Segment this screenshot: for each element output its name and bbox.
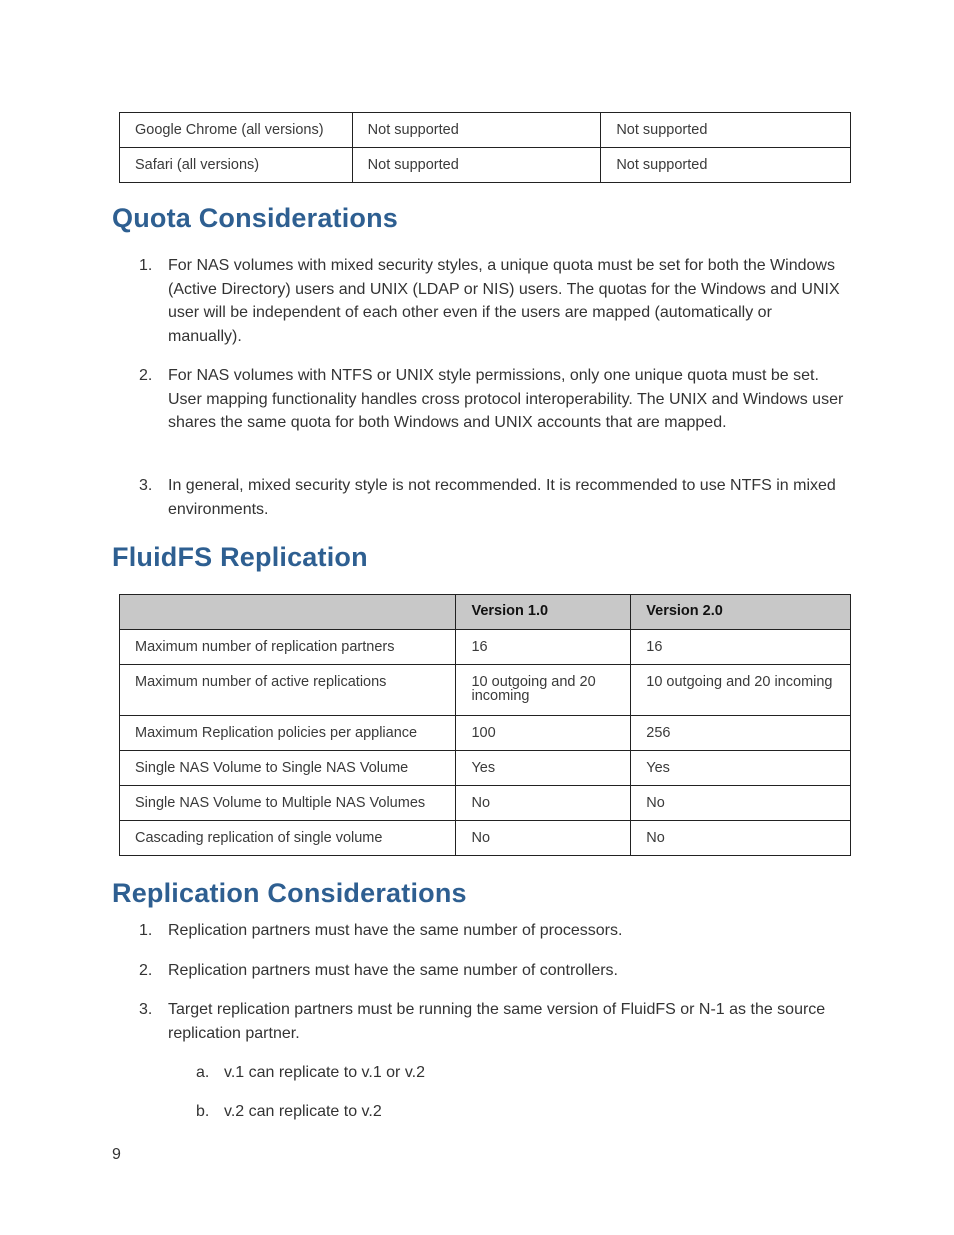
list-number: 3. bbox=[139, 1001, 153, 1018]
table-row bbox=[120, 716, 851, 751]
table-cell: Yes bbox=[456, 751, 631, 786]
table-cell: 16 bbox=[631, 630, 851, 665]
list-number: a. bbox=[196, 1064, 210, 1081]
table-cell: Maximum Replication policies per appliance bbox=[120, 716, 456, 751]
table-cell: 256 bbox=[631, 716, 851, 751]
list-text: Replication partners must have the same number of controllers. bbox=[168, 962, 618, 979]
list-text: For NAS volumes with NTFS or UNIX style permissions, only one unique quota must be set. User mapping functionality handles cross protocol interoperability. The UNIX and Windows user shares the same quota for both Windows and UNIX accounts that are mapped. bbox=[168, 367, 844, 431]
browser-support-table bbox=[119, 112, 851, 183]
fluidfs-heading: FluidFS Replication bbox=[112, 542, 368, 572]
table-cell: Not supported bbox=[352, 113, 601, 148]
list-number: 1. bbox=[139, 257, 153, 274]
table-row bbox=[120, 630, 851, 665]
replication-heading: Replication Considerations bbox=[112, 878, 467, 908]
list-text: Target replication partners must be running the same version of FluidFS or N-1 as the source replication partner. bbox=[168, 1001, 826, 1042]
fluidfs-replication-table bbox=[119, 594, 851, 856]
table-cell: No bbox=[631, 821, 851, 856]
list-text: v.2 can replicate to v.2 bbox=[224, 1103, 382, 1120]
table-cell: Safari (all versions) bbox=[120, 148, 353, 183]
table-header-cell: Version 1.0 bbox=[456, 595, 631, 630]
list-text: For NAS volumes with mixed security styles, a unique quota must be set for both the Windows (Active Directory) users and UNIX (LDAP or NIS) users. The quotas for the Windows and UNIX user will be independent of each other even if the users are mapped (automatically or manually). bbox=[168, 257, 840, 345]
table-header-row bbox=[120, 595, 851, 630]
table-header-cell bbox=[120, 595, 456, 630]
table-cell: 10 outgoing and 20 incoming bbox=[456, 665, 631, 716]
list-text: Replication partners must have the same number of processors. bbox=[168, 922, 623, 939]
list-text: v.1 can replicate to v.1 or v.2 bbox=[224, 1064, 425, 1081]
table-cell: Single NAS Volume to Multiple NAS Volumes bbox=[120, 786, 456, 821]
list-number: 2. bbox=[139, 367, 153, 384]
table-row bbox=[120, 148, 851, 183]
table-row bbox=[120, 665, 851, 716]
table-cell: No bbox=[456, 786, 631, 821]
list-number: 3. bbox=[139, 477, 153, 494]
table-cell: Cascading replication of single volume bbox=[120, 821, 456, 856]
table-cell: Maximum number of replication partners bbox=[120, 630, 456, 665]
list-number: 1. bbox=[139, 922, 153, 939]
table-cell: 16 bbox=[456, 630, 631, 665]
page-number: 9 bbox=[112, 1146, 121, 1163]
list-number: b. bbox=[196, 1103, 210, 1120]
table-cell: Not supported bbox=[601, 113, 851, 148]
table-cell: Not supported bbox=[601, 148, 851, 183]
table-row bbox=[120, 821, 851, 856]
table-cell: 100 bbox=[456, 716, 631, 751]
table-cell: No bbox=[456, 821, 631, 856]
table-cell: Google Chrome (all versions) bbox=[120, 113, 353, 148]
table-row bbox=[120, 751, 851, 786]
list-text: In general, mixed security style is not recommended. It is recommended to use NTFS in mixed environments. bbox=[168, 477, 836, 518]
table-cell: No bbox=[631, 786, 851, 821]
table-cell: Not supported bbox=[352, 148, 601, 183]
table-cell: 10 outgoing and 20 incoming bbox=[631, 665, 851, 716]
table-row bbox=[120, 113, 851, 148]
table-cell: Yes bbox=[631, 751, 851, 786]
table-row bbox=[120, 786, 851, 821]
table-cell: Single NAS Volume to Single NAS Volume bbox=[120, 751, 456, 786]
table-header-cell: Version 2.0 bbox=[631, 595, 851, 630]
table-cell: Maximum number of active replications bbox=[120, 665, 456, 716]
quota-heading: Quota Considerations bbox=[112, 203, 399, 233]
list-number: 2. bbox=[139, 962, 153, 979]
